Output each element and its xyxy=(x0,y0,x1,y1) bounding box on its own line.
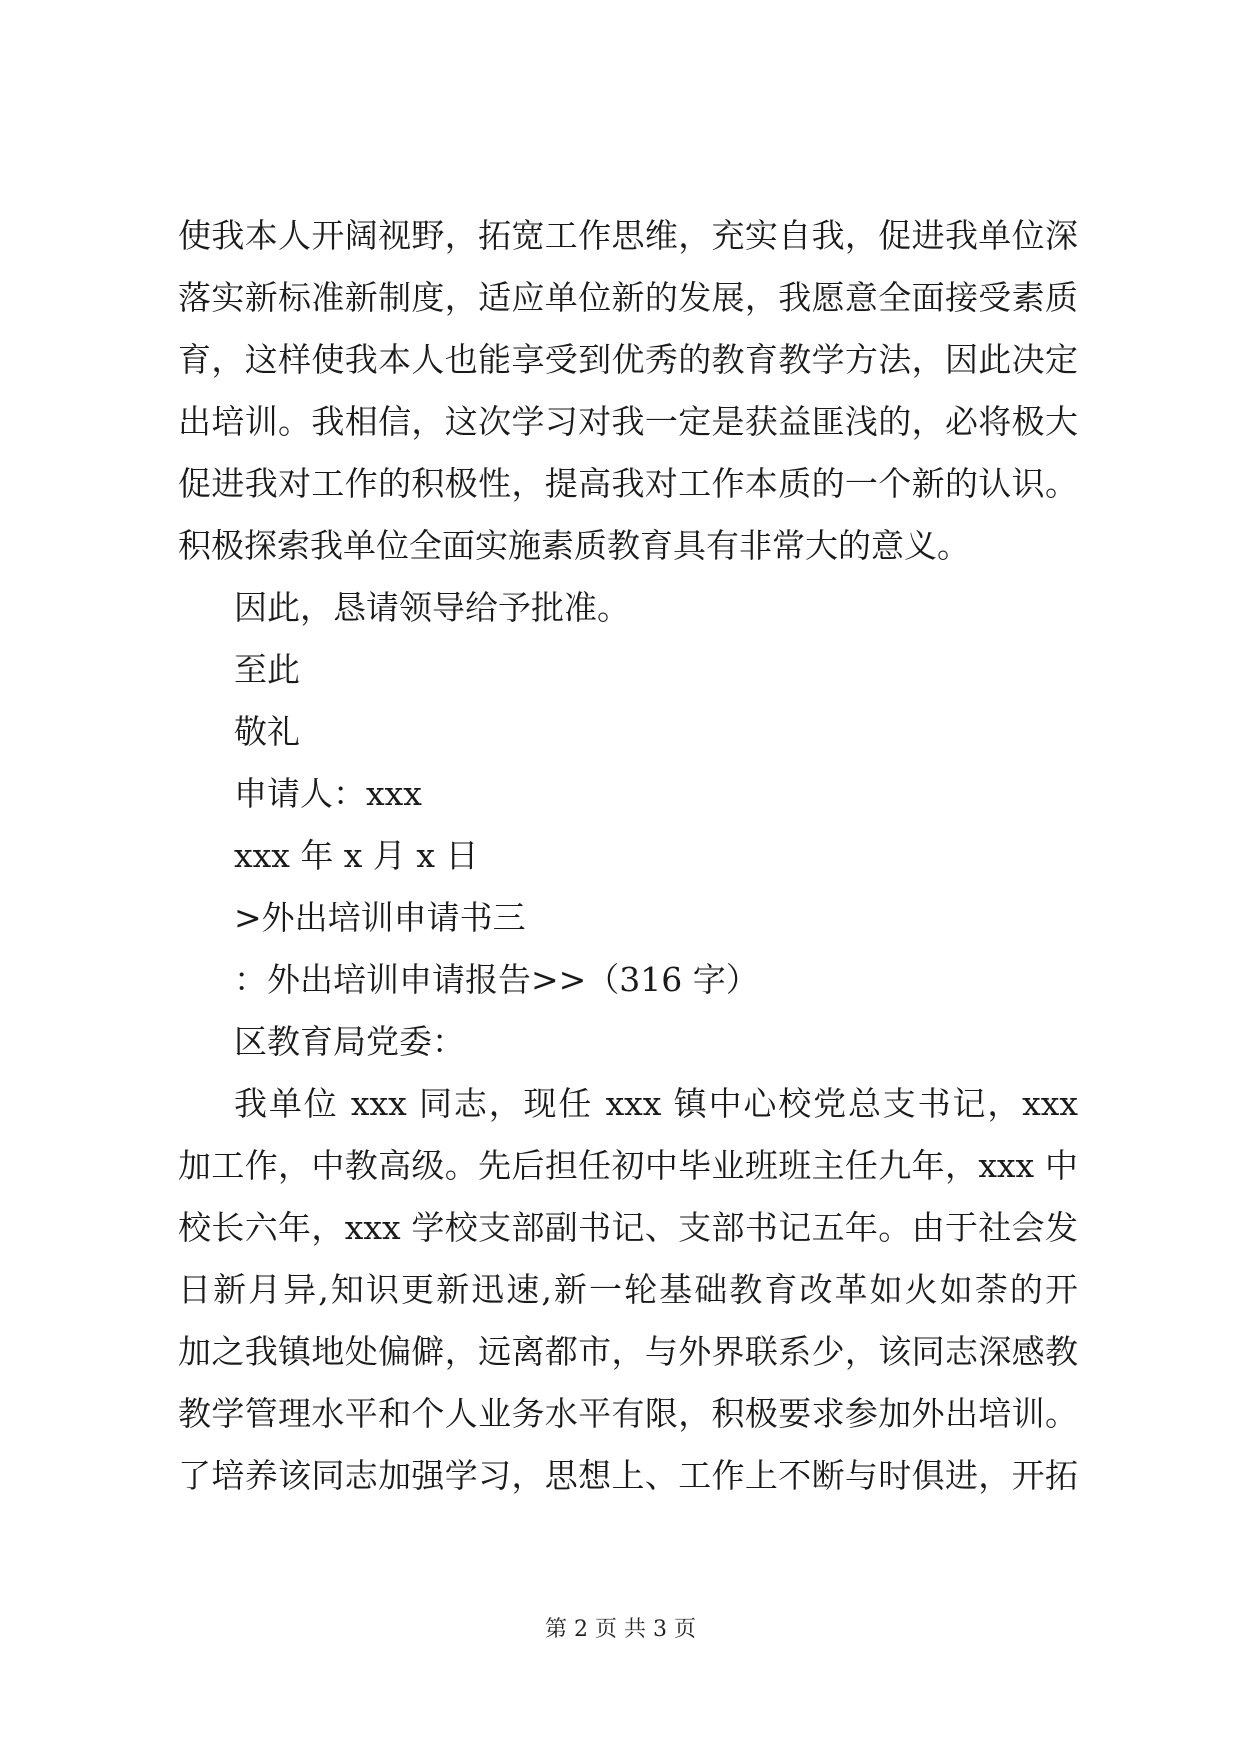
body-line: 促进我对工作的积极性，提高我对工作本质的一个新的认识。 xyxy=(178,464,1078,503)
closing-jingli: 敬礼 xyxy=(234,712,300,751)
approval-request: 因此，恳请领导给予批准。 xyxy=(234,588,630,627)
page-number-footer: 第 2 页 共 3 页 xyxy=(545,1617,696,1642)
body-line: 教学管理水平和个人业务水平有限，积极要求参加外出培训。 xyxy=(178,1394,1078,1433)
body-line: 加工作，中教高级。先后担任初中毕业班班主任九年，xxx 中 xyxy=(178,1146,1078,1185)
document-body xyxy=(178,205,1078,1507)
salutation: 区教育局党委： xyxy=(234,1022,465,1061)
body-line: 积极探索我单位全面实施素质教育具有非常大的意义。 xyxy=(178,526,970,565)
body-line: 加之我镇地处偏僻，远离都市，与外界联系少，该同志深感教 xyxy=(178,1332,1078,1371)
section-subtitle: ：外出培训申请报告>>（316 字） xyxy=(234,960,759,999)
application-date: xxx 年 x 月 x 日 xyxy=(234,836,479,875)
body-line: 出培训。我相信，这次学习对我一定是获益匪浅的，必将极大 xyxy=(178,402,1078,441)
section-title: >外出培训申请书三 xyxy=(234,898,526,937)
body-line: 了培养该同志加强学习，思想上、工作上不断与时俱进，开拓 xyxy=(178,1456,1078,1495)
body-line: 落实新标准新制度，适应单位新的发展，我愿意全面接受素质 xyxy=(178,278,1078,317)
body-line: 使我本人开阔视野，拓宽工作思维，充实自我，促进我单位深 xyxy=(178,216,1078,255)
closing-zhici: 至此 xyxy=(234,650,300,689)
applicant-name: 申请人：xxx xyxy=(234,774,422,813)
body-line: 育，这样使我本人也能享受到优秀的教育教学方法，因此决定 xyxy=(178,340,1078,379)
body-line: 日新月异,知识更新迅速,新一轮基础教育改革如火如荼的开 xyxy=(178,1270,1078,1309)
body-line: 我单位 xxx 同志，现任 xxx 镇中心校党总支书记，xxx xyxy=(234,1084,1078,1123)
body-line: 校长六年，xxx 学校支部副书记、支部书记五年。由于社会发 xyxy=(178,1208,1078,1247)
